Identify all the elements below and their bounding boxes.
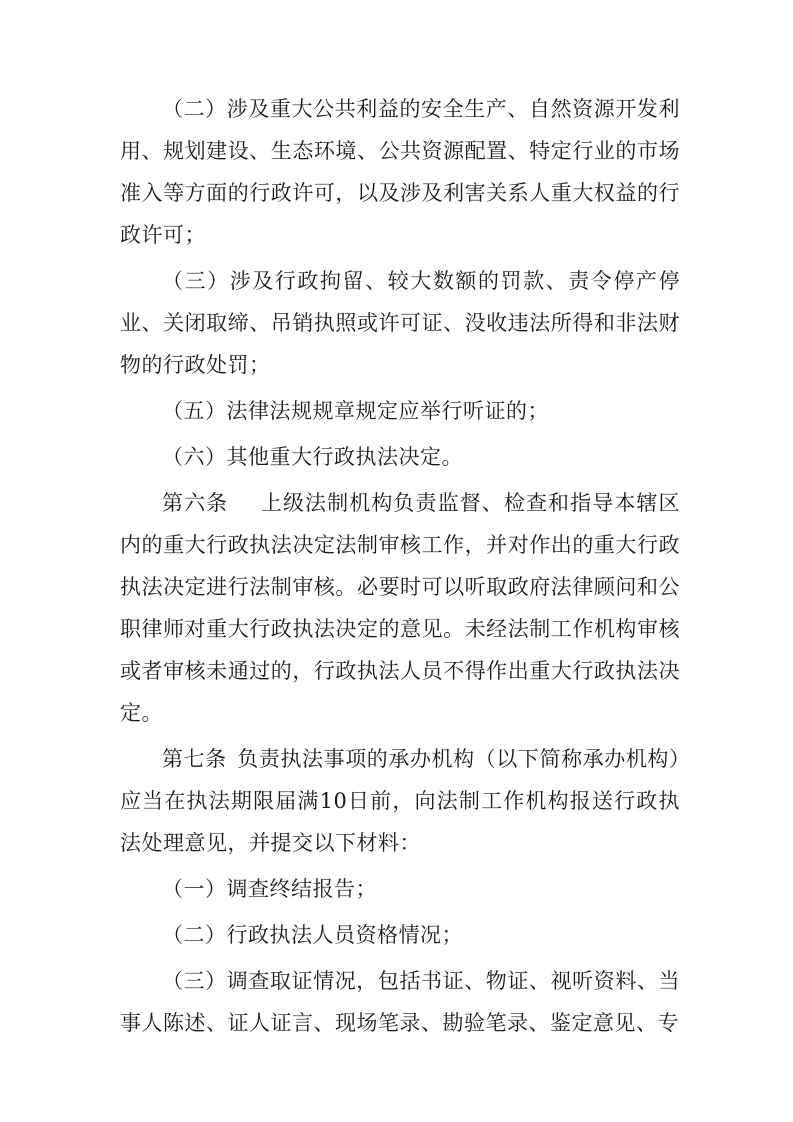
paragraph-text: （五）法律法规规章规定应举行听证的； — [162, 399, 549, 423]
article-text: 上级法制机构负责监督、检查和指导本辖区内的重大行政执法决定法制审核工作，并对作出的重大行政执法决定进行法制审核。必要时可以听取政府法律顾问和公职律师对重大行政执法决定的意见。未经法制工作机构审核或者审核未通过的，行政执法人员不得作出重大行政执法决定。 — [120, 491, 681, 725]
paragraph-text: （二）涉及重大公共利益的安全生产、自然资源开发利用、规划建设、生态环境、公共资源配置、特定行业的市场准入等方面的行政许可，以及涉及利害关系人重大权益的行政许可； — [120, 97, 680, 247]
article-label: 第七条 — [162, 747, 227, 771]
paragraph-item-6 — [120, 436, 680, 478]
article-text: 负责执法事项的承办机构（以下简称承办机构）应当在执法期限届满10日前，向法制工作机构报送行政执法处理意见，并提交以下材料： — [120, 747, 681, 855]
paragraph-text: （一）调查终结报告； — [162, 877, 377, 901]
paragraph-text: （六）其他重大行政执法决定。 — [162, 445, 463, 469]
article-7 — [120, 738, 680, 864]
paragraph-text: （三）调查取证情况，包括书证、物证、视听资料、当事人陈述、证人证言、现场笔录、勘验笔录、鉴定意见、专 — [120, 969, 680, 1035]
paragraph-item-2 — [120, 88, 680, 256]
article-label: 第六条 — [162, 491, 229, 515]
paragraph-text: （二）行政执法人员资格情况； — [162, 923, 463, 947]
material-item-1 — [120, 868, 680, 910]
article-6 — [120, 482, 680, 734]
paragraph-item-5 — [120, 390, 680, 432]
document-page — [120, 88, 680, 1048]
paragraph-item-3 — [120, 260, 680, 386]
material-item-3 — [120, 960, 680, 1044]
paragraph-text: （三）涉及行政拘留、较大数额的罚款、责令停产停业、关闭取缔、吊销执照或许可证、没收违法所得和非法财物的行政处罚； — [120, 269, 680, 377]
material-item-2 — [120, 914, 680, 956]
